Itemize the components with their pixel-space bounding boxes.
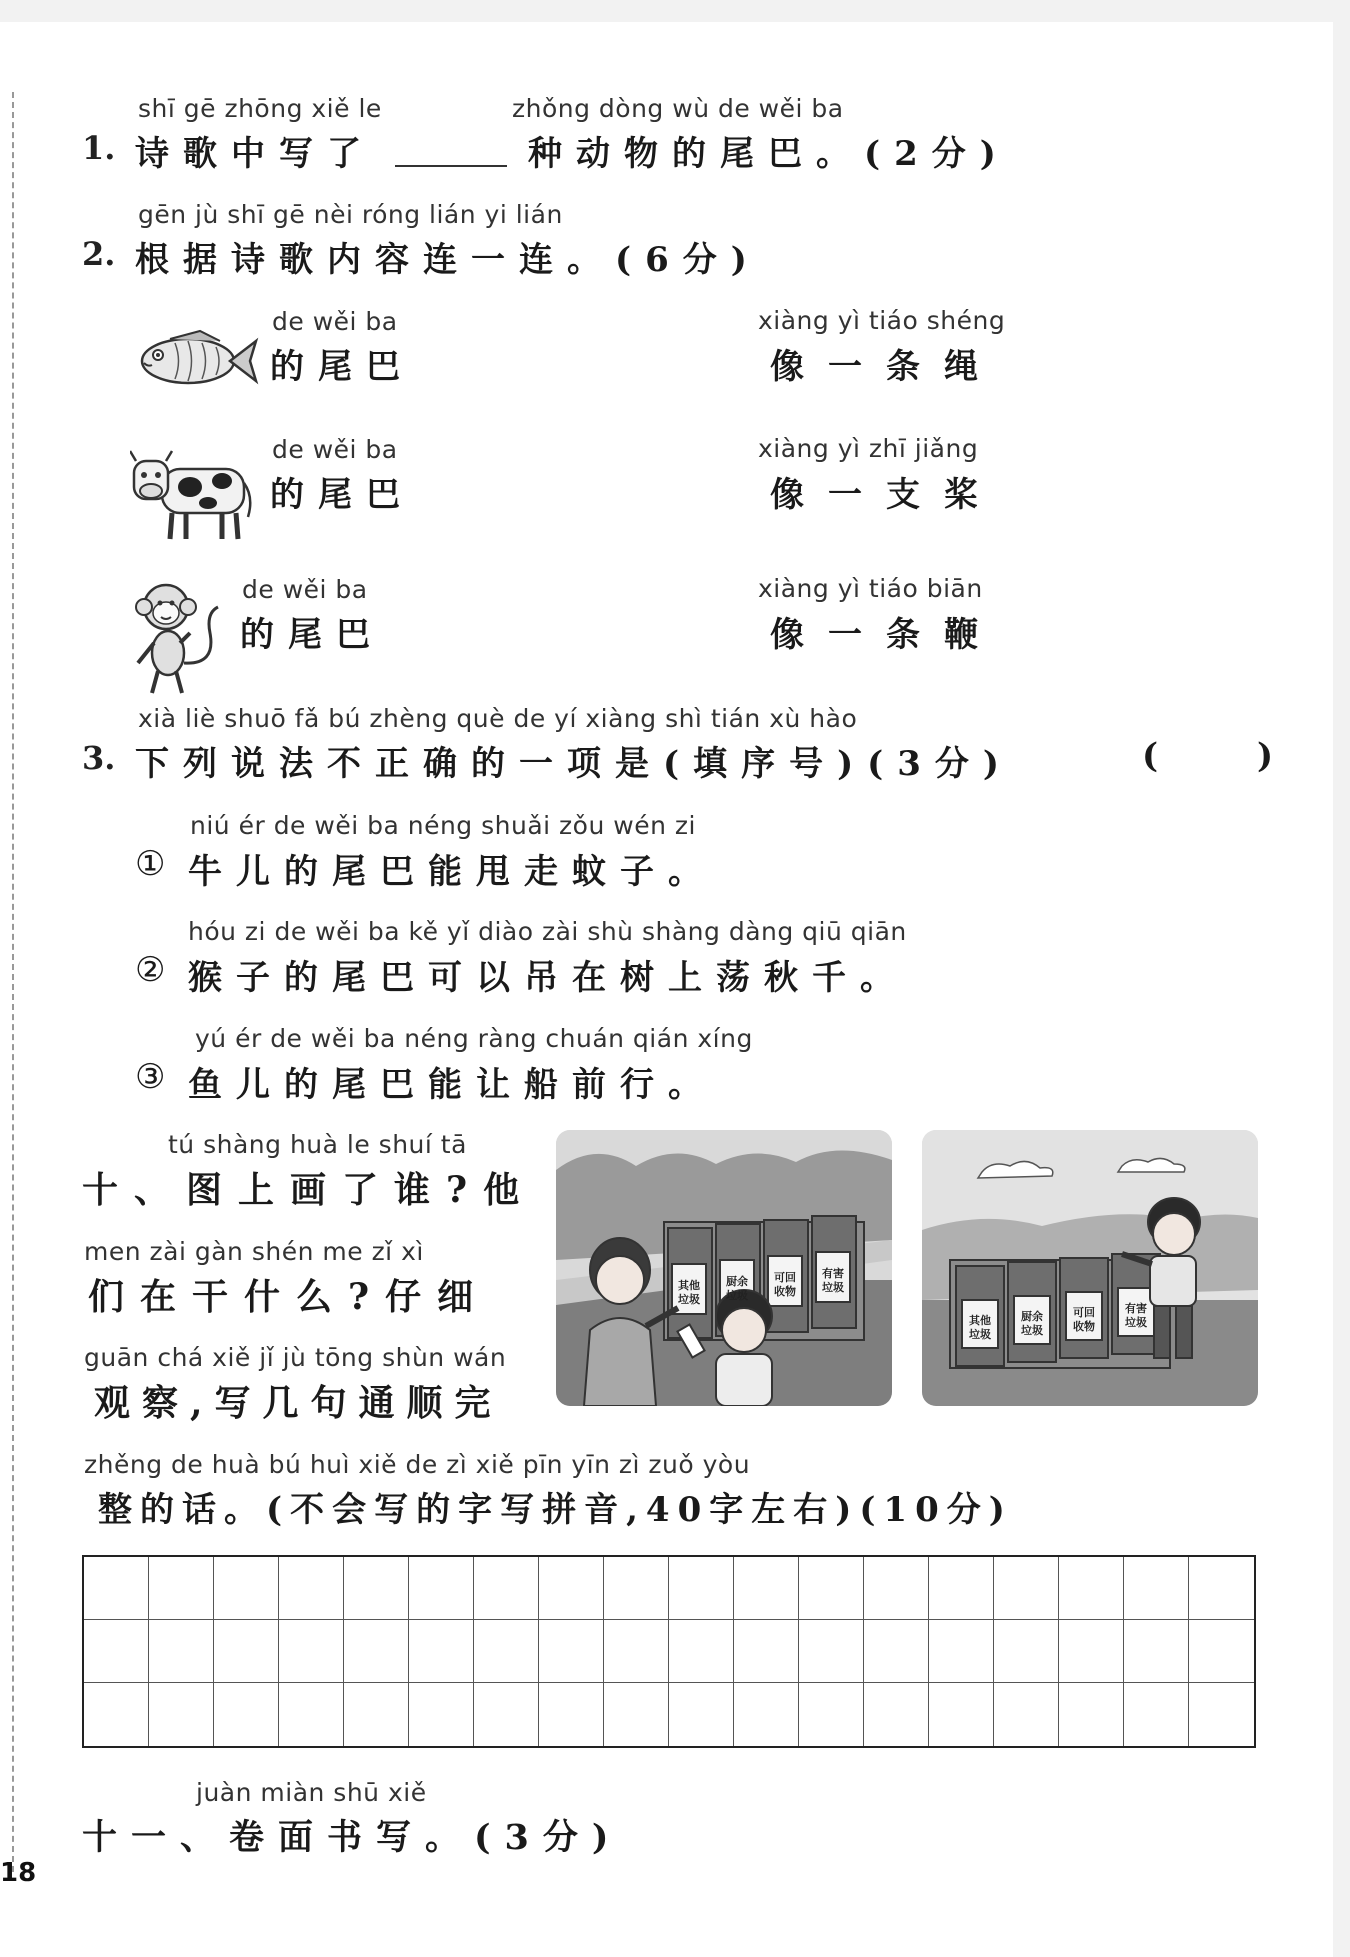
q2-pinyin: gēn jù shī gē nèi róng lián yi lián bbox=[138, 200, 563, 229]
q2-right-pinyin-1: xiàng yì tiáo shéng bbox=[758, 306, 1006, 335]
bin-label: 其他垃圾 bbox=[969, 1314, 991, 1341]
q1-text-b: 种动物的尾巴。(2分) bbox=[528, 134, 1010, 174]
q1-text-a: 诗歌中写了 bbox=[135, 134, 375, 174]
q1-pinyin-a: shī gē zhōng xiě le bbox=[138, 94, 382, 123]
bin-label: 有害垃圾 bbox=[1125, 1302, 1147, 1329]
q2-left-pinyin-3: de wěi ba bbox=[242, 575, 368, 604]
q2-number: 2. bbox=[82, 235, 116, 273]
q3-option-2-mark: ② bbox=[135, 950, 166, 990]
fish-icon bbox=[130, 327, 260, 395]
s10-line2-pinyin: men zài gàn shén me zǐ xì bbox=[84, 1237, 424, 1266]
q2-left-text-3[interactable]: 的尾巴 bbox=[240, 615, 384, 655]
q2-right-text-2[interactable]: 像一支桨 bbox=[770, 475, 1002, 515]
page-number: 18 bbox=[0, 1858, 37, 1888]
s11-text: 十一、卷面书写。(3分) bbox=[82, 1817, 623, 1858]
q2-right-text-3[interactable]: 像一条鞭 bbox=[770, 615, 1002, 655]
s10-line3-pinyin: guān chá xiě jǐ jù tōng shùn wán bbox=[84, 1343, 507, 1372]
scene-picture-1 bbox=[556, 1130, 892, 1406]
q2-right-pinyin-2: xiàng yì zhī jiǎng bbox=[758, 434, 979, 463]
s10-line1-pinyin: tú shàng huà le shuí tā bbox=[168, 1130, 467, 1159]
q3-option-3-pinyin: yú ér de wěi ba néng ràng chuán qián xíng bbox=[195, 1024, 753, 1053]
q2-left-text-1[interactable]: 的尾巴 bbox=[270, 347, 414, 387]
s10-line2-text: 们在干什么?仔细 bbox=[88, 1276, 490, 1318]
q3-option-1-mark: ① bbox=[135, 844, 166, 884]
s10-last-pinyin: zhěng de huà bú huì xiě de zì xiě pīn yīn zì zuǒ yòu bbox=[84, 1450, 751, 1479]
writing-grid[interactable] bbox=[82, 1555, 1256, 1748]
bin-label: 可回收物 bbox=[774, 1271, 796, 1298]
bin-label: 其他垃圾 bbox=[678, 1279, 700, 1306]
bin-label: 厨余垃圾 bbox=[726, 1275, 748, 1302]
q2-left-pinyin-1: de wěi ba bbox=[272, 307, 398, 336]
s10-line1-text: 十、图上画了谁?他 bbox=[82, 1169, 536, 1211]
scene-picture-2 bbox=[922, 1130, 1258, 1406]
q3-option-1-text: 牛儿的尾巴能甩走蚊子。 bbox=[188, 852, 716, 892]
binding-margin-line bbox=[12, 92, 14, 1872]
q3-number: 3. bbox=[82, 739, 116, 777]
cow-icon bbox=[130, 447, 255, 545]
bin-label: 可回收物 bbox=[1073, 1306, 1095, 1333]
q1-answer-blank[interactable] bbox=[395, 165, 507, 167]
bin-label: 厨余垃圾 bbox=[1021, 1310, 1043, 1337]
q2-text: 根据诗歌内容连一连。(6分) bbox=[135, 240, 761, 280]
q3-option-2-pinyin: hóu zi de wěi ba kě yǐ diào zài shù shàng dàng qiū qiān bbox=[188, 917, 907, 946]
q3-text: 下列说法不正确的一项是(填序号)(3分) bbox=[135, 744, 1014, 784]
q2-left-text-2[interactable]: 的尾巴 bbox=[270, 475, 414, 515]
q3-option-1-pinyin: niú ér de wěi ba néng shuǎi zǒu wén zi bbox=[190, 811, 696, 840]
q1-pinyin-b: zhǒng dòng wù de wěi ba bbox=[512, 94, 844, 123]
q3-option-2-text: 猴子的尾巴可以吊在树上荡秋千。 bbox=[188, 958, 908, 998]
bin-label: 有害垃圾 bbox=[822, 1267, 844, 1294]
q3-pinyin: xià liè shuō fǎ bú zhèng què de yí xiàng shì tián xù hào bbox=[138, 704, 858, 733]
s11-pinyin: juàn miàn shū xiě bbox=[196, 1778, 427, 1807]
monkey-icon bbox=[130, 577, 225, 697]
worksheet-page bbox=[0, 22, 1333, 1957]
q2-right-pinyin-3: xiàng yì tiáo biān bbox=[758, 574, 983, 603]
s10-line3-text: 观察,写几句通顺完 bbox=[94, 1382, 503, 1424]
s10-last-text: 整的话。(不会写的字写拼音,40字左右)(10分) bbox=[98, 1490, 1013, 1530]
q1-number: 1. bbox=[82, 129, 116, 167]
q3-option-3-text: 鱼儿的尾巴能让船前行。 bbox=[188, 1065, 716, 1105]
q2-left-pinyin-2: de wěi ba bbox=[272, 435, 398, 464]
q3-option-3-mark: ③ bbox=[135, 1057, 166, 1097]
q2-right-text-1[interactable]: 像一条绳 bbox=[770, 347, 1002, 387]
q3-answer-parentheses[interactable]: ( ) bbox=[1142, 736, 1276, 776]
